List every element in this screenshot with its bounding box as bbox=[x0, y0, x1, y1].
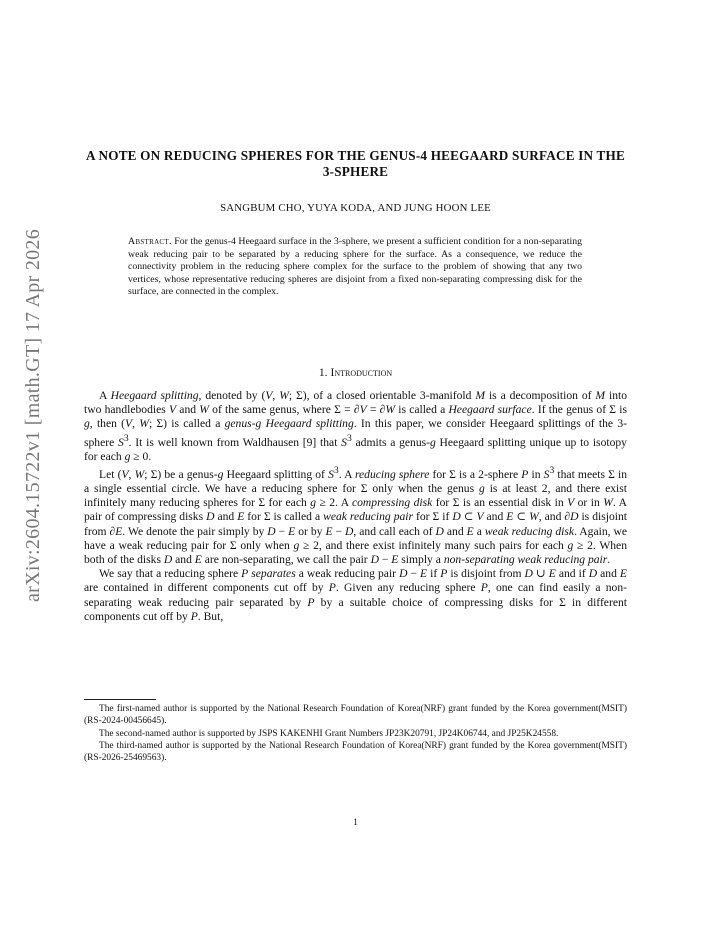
section-number: 1. bbox=[318, 366, 328, 379]
section-heading bbox=[84, 366, 627, 379]
section-title: Introduction bbox=[330, 366, 393, 379]
footnote: The second-named author is supported by JSPS KAKENHI Grant Numbers JP23K20791, JP24K06744, and JP25K24558. bbox=[99, 728, 559, 739]
author-list: SANGBUM CHO, YUYA KODA, AND JUNG HOON LEE bbox=[220, 202, 491, 214]
page-number: 1 bbox=[353, 817, 358, 828]
paragraph: A Heegaard splitting, denoted by (V, W; Σ), of a closed orientable 3-manifold M is a decomposition of M into two handlebodies V and W of the same genus, where Σ = ∂V = ∂W is called a Heegaard surface. If the genus of Σ is g, then (V, W; Σ) is called a genus-g Heegaard splitting. In this paper, we consider Heegaard splittings of the 3-sphere $S^3$. It is well known from Waldhausen [9] that $S^3$ admits a genus-g Heegaard splitting unique up to isotopy for each g ≥ 0. bbox=[84, 389, 628, 463]
footnote: The first-named author is supported by the National Research Foundation of Korea(NRF) grant funded by the Korea government(MSIT) (RS-2024-00456645). bbox=[84, 704, 627, 727]
arxiv-identifier bbox=[6, 170, 62, 660]
footnote-rule bbox=[84, 699, 156, 700]
paper-title: A NOTE ON REDUCING SPHERES FOR THE GENUS-4 HEEGAARD SURFACE IN THE 3-SPHERE bbox=[86, 148, 625, 179]
footnotes bbox=[84, 703, 627, 764]
abstract-text: For the genus-4 Heegaard surface in the 3-sphere, we present a sufficient condition for a non-separating weak reducing pair to be separated by a reducing sphere for the surface. As a consequence, we reduce the connectivity problem in the reducing sphere complex for the surface to the problem of showing that any two vertices, whose representative reducing spheres are disjoint from a fixed non-separating compressing disk for the surface, are connected in the complex. bbox=[128, 236, 582, 298]
footnote: The third-named author is supported by the National Research Foundation of Korea(NRF) grant funded by the Korea government(MSIT) (RS-2026-25469563). bbox=[84, 740, 627, 764]
abstract bbox=[128, 236, 582, 299]
paragraph: We say that a reducing sphere P separates a weak reducing pair D − E if P is disjoint from D ∪ E and if D and E are contained in different components cut off by P. Given any reducing sphere P, one can find easily a non-separating weak reducing pair separated by P by a suitable choice of compressing disks for Σ in different components cut off by P. But, bbox=[84, 567, 627, 623]
arxiv-identifier-text: arXiv:2604.15722v1 [math.GT] 17 Apr 2026 bbox=[22, 228, 45, 602]
paragraph: Let (V, W; Σ) be a genus-g Heegaard splitting of $S^3$. A reducing sphere for Σ is a 2-sphere P in $S^3$ that meets Σ in a single essential circle. We have a reducing sphere for Σ only when the genus g is at least 2, and there exist infinitely many reducing spheres for Σ for each g ≥ 2. A compressing disk for Σ is an essential disk in V or in W. A pair of compressing disks D and E for Σ is called a weak reducing pair for Σ if D ⊂ V and E ⊂ W, and ∂D is disjoint from ∂E. We denote the pair simply by D − E or by E − D, and call each of D and E a weak reducing disk. Again, we have a weak reducing pair for Σ only when g ≥ 2, and there exist infinitely many such pairs for each g ≥ 2. When both of the disks D and E are non-separating, we call the pair D − E simply a non-separating weak reducing pair. bbox=[84, 464, 628, 566]
abstract-heading: Abstract. bbox=[128, 236, 172, 247]
body-text bbox=[84, 389, 627, 624]
